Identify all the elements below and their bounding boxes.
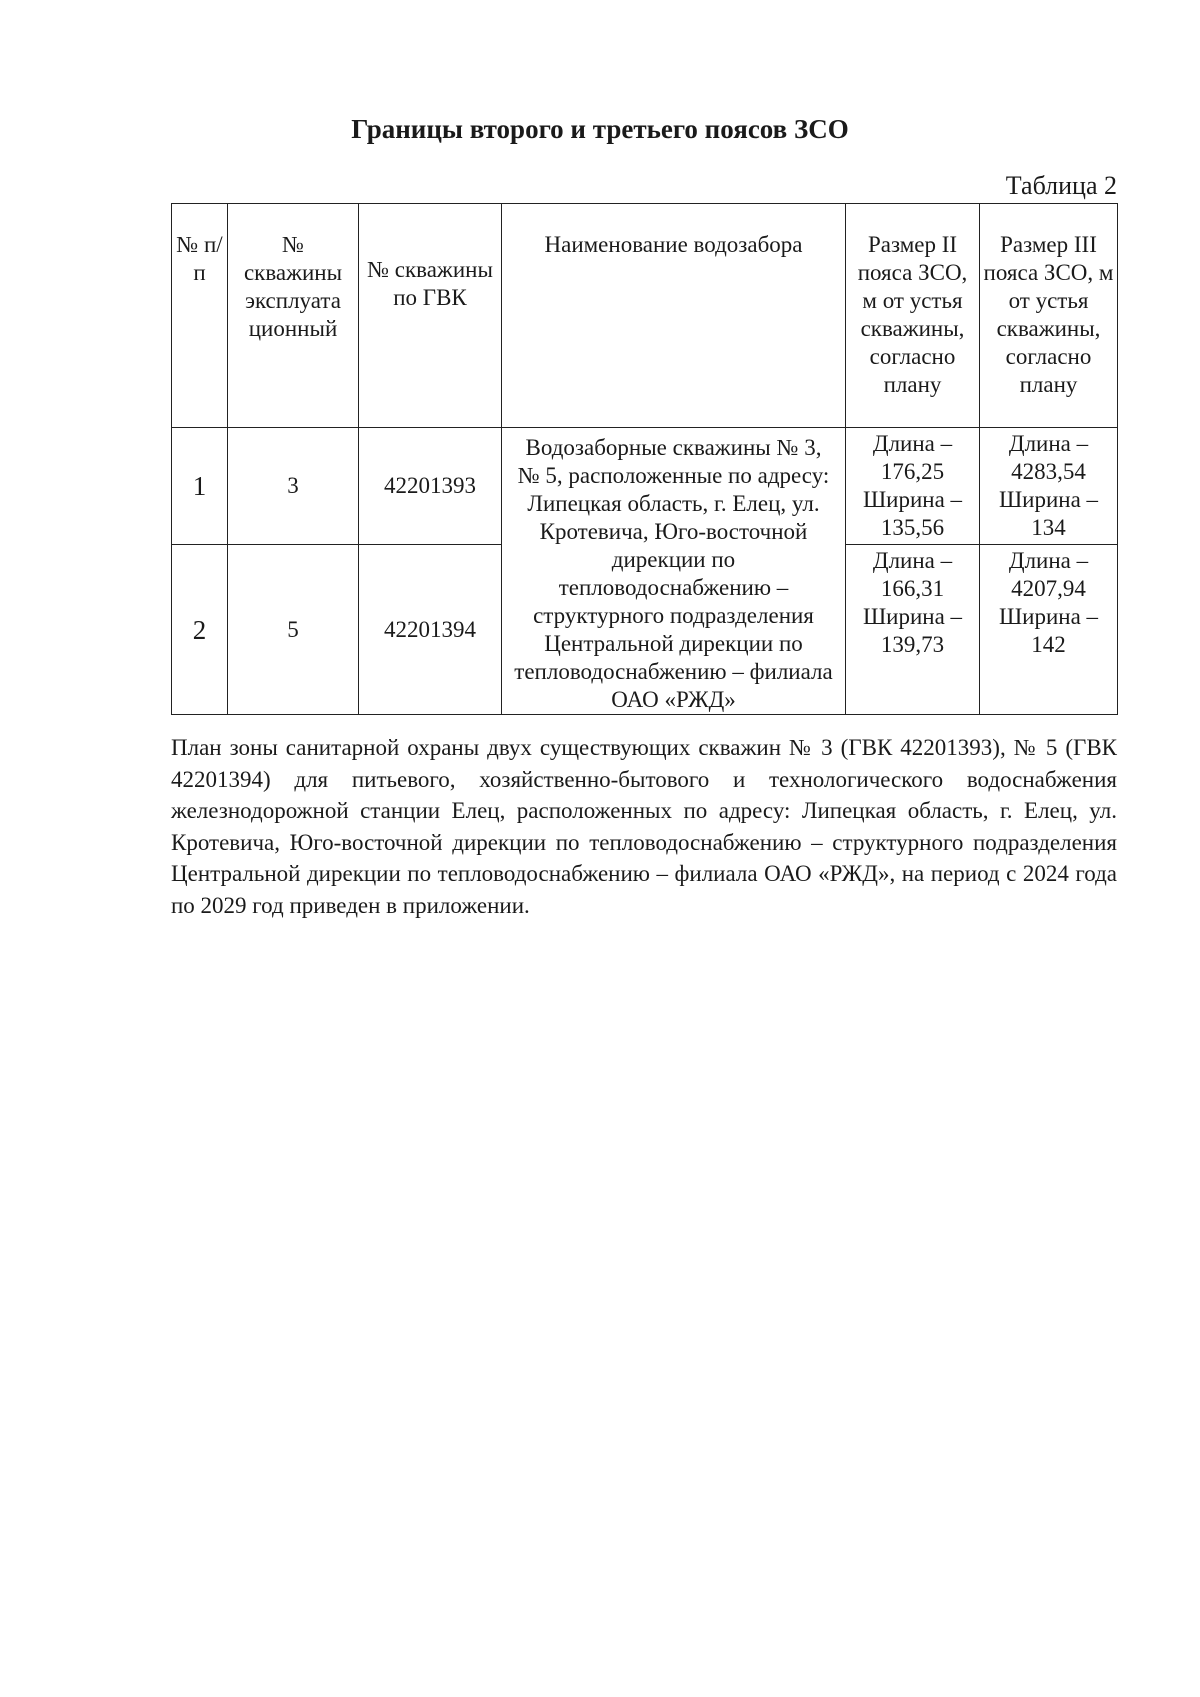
cell-zone-2-size: Длина – 176,25 Ширина – 135,56 bbox=[846, 428, 980, 545]
cell-zone-2-size: Длина – 166,31 Ширина – 139,73 bbox=[846, 545, 980, 715]
cell-well-gvk: 42201394 bbox=[359, 545, 502, 715]
cell-zone-3-size: Длина – 4283,54 Ширина – 134 bbox=[980, 428, 1118, 545]
cell-zone-3-size: Длина – 4207,94 Ширина – 142 bbox=[980, 545, 1118, 715]
table-row bbox=[172, 428, 1118, 545]
cell-well-gvk: 42201393 bbox=[359, 428, 502, 545]
header-row-number: № п/п bbox=[172, 204, 228, 428]
header-well-gvk: № скважины по ГВК bbox=[359, 204, 502, 428]
cell-well-operational: 5 bbox=[228, 545, 359, 715]
header-zone-2-size: Размер II пояса ЗСО, м от устья скважины, согласно плану bbox=[846, 204, 980, 428]
table-caption: Таблица 2 bbox=[1005, 171, 1117, 200]
header-intake-name: Наименование водозабора bbox=[502, 204, 846, 428]
zso-boundaries-table bbox=[171, 203, 1118, 715]
cell-row-number: 1 bbox=[172, 428, 228, 545]
cell-row-number: 2 bbox=[172, 545, 228, 715]
header-zone-3-size: Размер III пояса ЗСО, м от устья скважины, согласно плану bbox=[980, 204, 1118, 428]
cell-well-operational: 3 bbox=[228, 428, 359, 545]
table-header-row bbox=[172, 204, 1118, 428]
header-well-operational: № скважины эксплуата ционный bbox=[228, 204, 359, 428]
cell-intake-name: Водозаборные скважины № 3, № 5, расположенные по адресу: Липецкая область, г. Елец, ул. Кротевича, Юго-восточной дирекции по тепловодоснабжению – структурного подразделения Центральной дирекции по тепловодоснабжению – филиала ОАО «РЖД» bbox=[502, 428, 846, 715]
document-title: Границы второго и третьего поясов ЗСО bbox=[351, 114, 849, 144]
explanatory-paragraph: План зоны санитарной охраны двух существующих скважин № 3 (ГВК 42201393), № 5 (ГВК 42201394) для питьевого, хозяйственно-бытового и технологического водоснабжения железнодорожной станции Елец, расположенных по адресу: Липецкая область, г. Елец, ул. Кротевича, Юго-восточной дирекции по тепловодоснабжению – структурного подразделения Центральной дирекции по тепловодоснабжению – филиала ОАО «РЖД», на период с 2024 года по 2029 год приведен в приложении. bbox=[171, 735, 1117, 918]
